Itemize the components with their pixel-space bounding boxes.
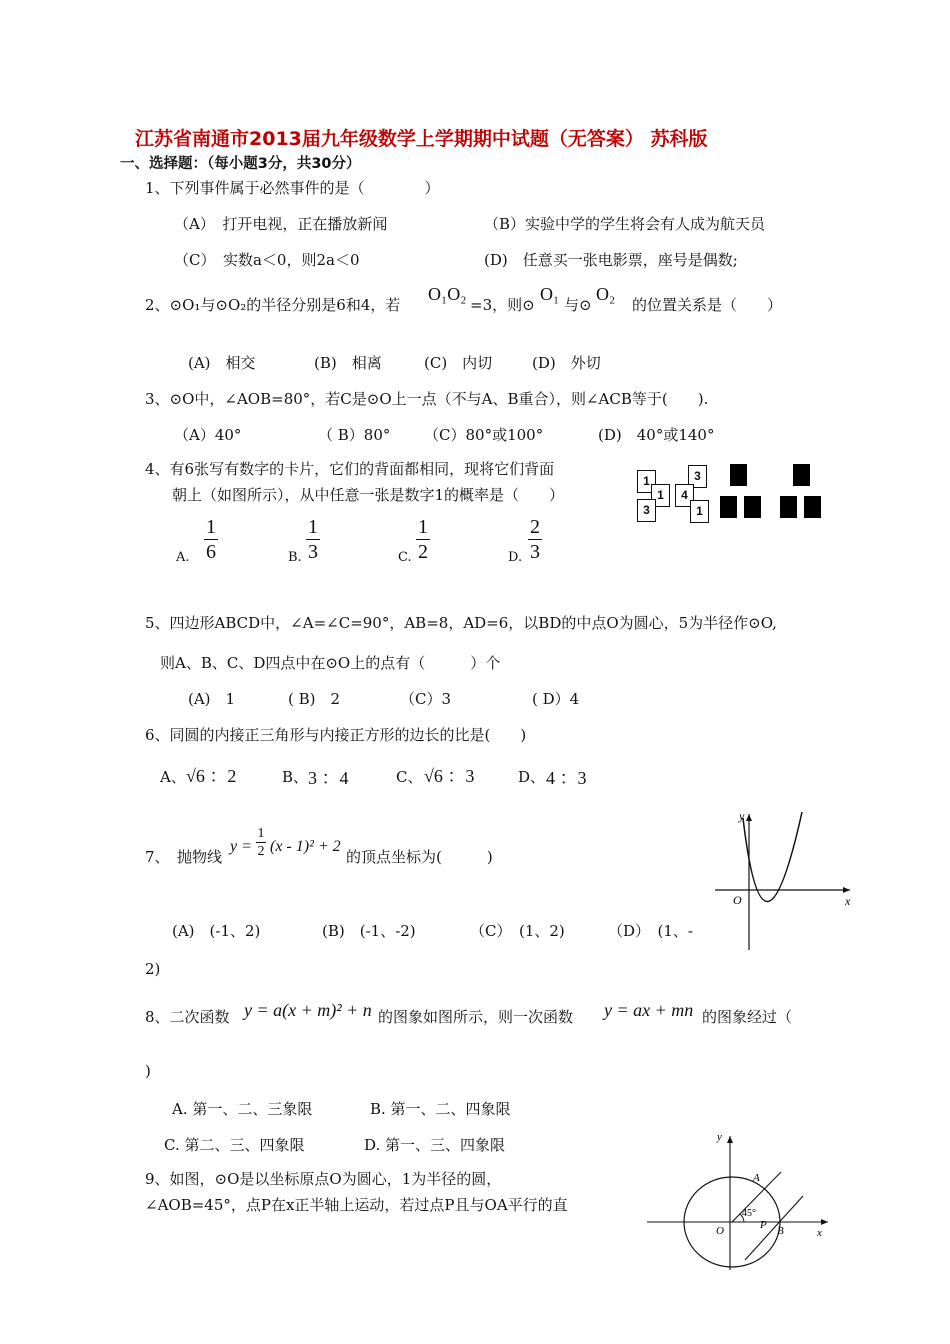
card-front: 3 xyxy=(637,499,656,522)
q7-parabola-graph xyxy=(705,808,855,953)
q4-fraction-c xyxy=(412,516,434,563)
y-axis-arrow xyxy=(727,1136,733,1143)
q9-circle-graph xyxy=(645,1126,835,1271)
origin-label: O xyxy=(716,1225,724,1237)
q2-option-c: (C) 内切 xyxy=(424,354,493,372)
point-a-label: A xyxy=(753,1172,760,1184)
q8-option-d: D. 第一、三、四象限 xyxy=(364,1136,506,1154)
q6-option-b-prefix: B、 xyxy=(282,768,309,786)
q6-option-a-value: √6 ：2 xyxy=(186,766,237,786)
q3-stem: 3、⊙O中，∠AOB=80°，若C是⊙O上一点（不与A、B重合），则∠ACB等于( ). xyxy=(145,390,709,408)
q1-option-a: （A） 打开电视，正在播放新闻 xyxy=(174,215,388,233)
x-label: x xyxy=(845,894,851,908)
q7-prefix: 7、 抛物线 xyxy=(145,848,223,866)
x-axis-arrow xyxy=(843,887,850,893)
q7-option-d-continued: 2) xyxy=(145,960,161,978)
section-heading: 一、选择题：（每小题3分，共30分） xyxy=(120,156,361,172)
q7-option-b: (B) (-1、-2) xyxy=(322,922,416,940)
q7-formula-rest: (x - 1)² + 2 xyxy=(270,838,341,855)
card-front: 1 xyxy=(690,500,709,523)
q4-a-numerator: 1 xyxy=(206,516,216,538)
card-back xyxy=(804,496,821,518)
q5-option-b: ( B) 2 xyxy=(288,690,341,708)
q7-option-d: （D） (1、- xyxy=(608,922,693,940)
q3-option-c: （C）80°或100° xyxy=(424,426,544,444)
card-front: 1 xyxy=(651,484,670,507)
q5-option-d: ( D）4 xyxy=(532,690,580,708)
q9-line2: ∠AOB=45°，点P在x正半轴上运动，若过点P且与OA平行的直 xyxy=(145,1196,568,1214)
q4-fraction-a xyxy=(200,516,222,563)
q6-option-b-value: 3 ：4 xyxy=(308,768,349,788)
q8-middle: 的图象如图所示，则一次函数 xyxy=(378,1008,574,1026)
q1-stem: 1、下列事件属于必然事件的是（ ） xyxy=(145,179,440,197)
q4-label-a: A. xyxy=(176,550,190,565)
parabola-curve xyxy=(743,812,802,902)
q2-option-b: (B) 相离 xyxy=(314,354,382,372)
q2-stem-b: =3，则⊙ xyxy=(470,296,535,314)
q8-option-c: C. 第二、三、四象限 xyxy=(164,1136,305,1154)
y-label: y xyxy=(717,1131,722,1143)
y-axis-arrow xyxy=(746,814,752,821)
q2-stem-d: 的位置关系是（ ） xyxy=(632,296,783,314)
q1-option-c: （C） 实数a＜0，则2a＜0 xyxy=(174,251,360,269)
q4-d-numerator: 2 xyxy=(530,516,540,538)
q4-d-denominator: 3 xyxy=(530,541,540,563)
card-back xyxy=(744,496,761,518)
card-front: 1 xyxy=(637,470,656,493)
q7-frac-denominator: 2 xyxy=(257,844,265,859)
q4-c-denominator: 2 xyxy=(418,541,428,563)
point-p-label: P xyxy=(760,1219,767,1231)
q6-stem: 6、同圆的内接正三角形与内接正方形的边长的比是( ) xyxy=(145,726,527,744)
card-back xyxy=(720,496,737,518)
q1-option-b: （B）实验中学的学生将会有人成为航天员 xyxy=(484,215,766,233)
q2-o2: O₂ xyxy=(596,284,616,304)
q6-option-c-value: √6 ：3 xyxy=(424,766,475,786)
q2-stem-c: 与⊙ xyxy=(564,296,592,314)
q5-line1: 5、四边形ABCD中，∠A=∠C=90°，AB=8，AD=6，以BD的中点O为圆心，5为半径作⊙O, xyxy=(145,614,777,632)
q4-line2: 朝上（如图所示），从中任意一张是数字1的概率是（ ） xyxy=(172,486,565,504)
q8-suffix: 的图象经过（ xyxy=(702,1008,793,1026)
q5-option-c: （C）3 xyxy=(400,690,452,708)
q8-formula-linear: y = ax + mn xyxy=(604,1000,694,1020)
card-front: 3 xyxy=(688,465,707,488)
q4-label-c: C. xyxy=(398,550,412,565)
q8-close-paren: ) xyxy=(145,1062,151,1080)
q4-b-numerator: 1 xyxy=(308,516,318,538)
q2-stem-a: 2、⊙O₁与⊙O₂的半径分别是6和4，若 xyxy=(145,296,401,314)
card-front: 4 xyxy=(675,484,694,507)
q3-option-b: （ B）80° xyxy=(318,426,391,444)
q6-option-d-value: 4 ：3 xyxy=(546,768,587,788)
q6-option-a-prefix: A、 xyxy=(160,768,186,786)
q2-option-d: (D) 外切 xyxy=(532,354,601,372)
q4-label-d: D. xyxy=(508,550,523,565)
card-back xyxy=(780,496,797,518)
q4-fraction-b xyxy=(302,516,324,563)
x-label: x xyxy=(817,1227,822,1239)
q4-line1: 4、有6张写有数字的卡片，它们的背面都相同，现将它们背面 xyxy=(145,460,555,478)
parallel-line xyxy=(745,1196,803,1260)
q9-line1: 9、如图，⊙O是以坐标原点O为圆心，1为半径的圆， xyxy=(145,1170,502,1188)
angle-label: 45° xyxy=(742,1208,756,1219)
q4-a-denominator: 6 xyxy=(206,541,216,563)
q7-option-a: (A) (-1、2) xyxy=(172,922,261,940)
q1-option-d: (D) 任意买一张电影票，座号是偶数; xyxy=(484,251,738,269)
q7-option-c: （C） (1、2) xyxy=(470,922,565,940)
q4-label-b: B. xyxy=(288,550,302,565)
q5-line2: 则A、B、C、D四点中在⊙O上的点有（ ）个 xyxy=(160,654,501,672)
q7-formula-y: y = xyxy=(230,838,252,855)
q8-option-b: B. 第一、二、四象限 xyxy=(370,1100,511,1118)
q2-option-a: (A) 相交 xyxy=(188,354,256,372)
q3-option-d: (D) 40°或140° xyxy=(598,426,715,444)
q4-fraction-d xyxy=(524,516,546,563)
q4-c-numerator: 1 xyxy=(418,516,428,538)
origin-label: O xyxy=(733,893,742,907)
y-label: y xyxy=(739,809,745,823)
q2-o1o2: O₁O₂ xyxy=(428,284,467,304)
q6-option-c-prefix: C、 xyxy=(396,768,423,786)
q7-suffix: 的顶点坐标为( ) xyxy=(346,848,493,866)
q8-prefix: 8、二次函数 xyxy=(145,1008,230,1026)
q3-option-a: （A）40° xyxy=(174,426,242,444)
q4-b-denominator: 3 xyxy=(308,541,318,563)
q8-option-a: A. 第一、二、三象限 xyxy=(172,1100,313,1118)
card-back xyxy=(730,464,747,486)
q8-formula-quadratic: y = a(x + m)² + n xyxy=(244,1000,372,1020)
q5-option-a: (A) 1 xyxy=(188,690,236,708)
q2-o1: O₁ xyxy=(540,284,560,304)
card-back xyxy=(793,464,810,486)
q7-formula-fraction xyxy=(254,826,268,859)
document-title: 江苏省南通市2013届九年级数学上学期期中试题（无答案） 苏科版 xyxy=(135,128,708,150)
x-axis-arrow xyxy=(821,1219,828,1225)
point-b-label: B xyxy=(777,1225,784,1237)
q6-option-d-prefix: D、 xyxy=(518,768,546,786)
q7-frac-numerator: 1 xyxy=(257,826,265,841)
